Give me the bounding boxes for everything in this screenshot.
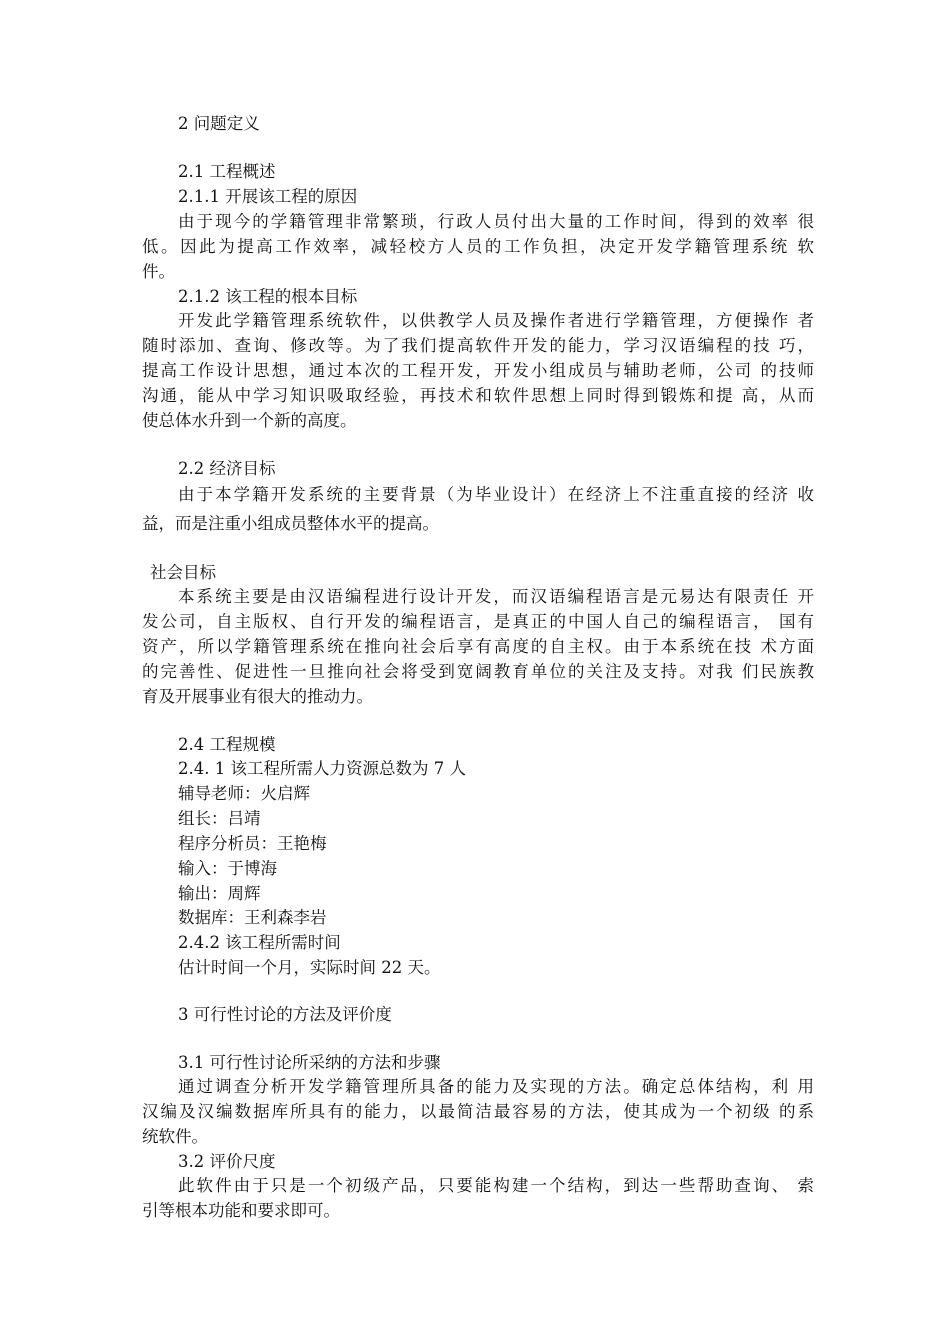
heading-2-2: 2.2 经济目标 bbox=[178, 459, 276, 478]
staff-item: 数据库：王利森李岩 bbox=[178, 908, 327, 927]
heading-2-1: 2.1 工程概述 bbox=[178, 162, 276, 181]
heading-3-1: 3.1 可行性讨论所采纳的方法和步骤 bbox=[178, 1053, 441, 1072]
heading-2-1-2: 2.1.2 该工程的根本目标 bbox=[178, 287, 358, 306]
heading-3-2: 3.2 评价尺度 bbox=[178, 1152, 276, 1171]
paragraph-line: 由于本学籍开发系统的主要背景（为毕业设计）在经济上不注重直接的经济 收 bbox=[178, 485, 814, 504]
heading-social: 社会目标 bbox=[150, 563, 216, 582]
paragraph-line: 育及开展事业有很大的推动力。 bbox=[142, 687, 373, 706]
paragraph-line: 开发此学籍管理系统软件，以供教学人员及操作者进行学籍管理，方便操作 者 bbox=[178, 311, 814, 330]
paragraph-line: 此软件由于只是一个初级产品，只要能构建一个结构，到达一些帮助查询、 索 bbox=[178, 1176, 814, 1195]
paragraph-line: 统软件。 bbox=[142, 1127, 208, 1146]
staff-item: 输入：于博海 bbox=[178, 859, 277, 878]
heading-2-1-1: 2.1.1 开展该工程的原因 bbox=[178, 187, 358, 206]
paragraph-line: 的完善性、促进性一旦推向社会将受到宽阔教育单位的关注及支持。对我 们民族教 bbox=[142, 662, 814, 681]
paragraph-line: 本系统主要是由汉语编程进行设计开发，而汉语编程语言是元易达有限责任 开 bbox=[178, 587, 814, 606]
staff-item: 组长：吕靖 bbox=[178, 809, 261, 828]
heading-2: 2 问题定义 bbox=[178, 114, 260, 133]
heading-2-4: 2.4 工程规模 bbox=[178, 735, 276, 754]
paragraph-line: 沟通，能从中学习知识吸取经验，再技术和软件思想上同时得到锻炼和提 高，从而 bbox=[142, 386, 814, 405]
paragraph-line: 使总体水升到一个新的高度。 bbox=[142, 411, 357, 430]
heading-2-4-2: 2.4.2 该工程所需时间 bbox=[178, 933, 341, 952]
paragraph-line: 资产，所以学籍管理系统在推向社会后享有高度的自主权。由于本系统在技 术方面 bbox=[142, 637, 814, 656]
paragraph-line: 件。 bbox=[142, 262, 175, 281]
paragraph-line: 通过调查分析开发学籍管理所具备的能力及实现的方法。确定总体结构，利 用 bbox=[178, 1077, 814, 1096]
paragraph-line: 估计时间一个月，实际时间 22 天。 bbox=[178, 958, 441, 977]
heading-2-4-1: 2.4. 1 该工程所需人力资源总数为 7 人 bbox=[178, 759, 466, 778]
paragraph-line: 提高工作设计思想，通过本次的工程开发，开发小组成员与辅助老师，公司 的技师 bbox=[142, 361, 814, 380]
staff-item: 辅导老师：火启辉 bbox=[178, 784, 310, 803]
paragraph-line: 随时添加、查询、修改等。为了我们提高软件开发的能力，学习汉语编程的技 巧， bbox=[142, 336, 814, 355]
staff-item: 程序分析员：王艳梅 bbox=[178, 834, 327, 853]
paragraph-line: 引等根本功能和要求即可。 bbox=[142, 1201, 340, 1220]
paragraph-line: 由于现今的学籍管理非常繁琐，行政人员付出大量的工作时间，得到的效率 很 bbox=[178, 212, 814, 231]
paragraph-line: 益，而是注重小组成员整体水平的提高。 bbox=[142, 514, 439, 533]
paragraph-line: 发公司，自主版权、自行开发的编程语言，是真正的中国人自己的编程语言， 国有 bbox=[142, 612, 814, 631]
paragraph-line: 汉编及汉编数据库所具有的能力，以最简洁最容易的方法，使其成为一个初级 的系 bbox=[142, 1102, 814, 1121]
paragraph-line: 低。因此为提高工作效率，减轻校方人员的工作负担，决定开发学籍管理系统 软 bbox=[142, 237, 814, 256]
heading-3: 3 可行性讨论的方法及评价度 bbox=[178, 1005, 392, 1024]
staff-item: 输出：周辉 bbox=[178, 884, 261, 903]
